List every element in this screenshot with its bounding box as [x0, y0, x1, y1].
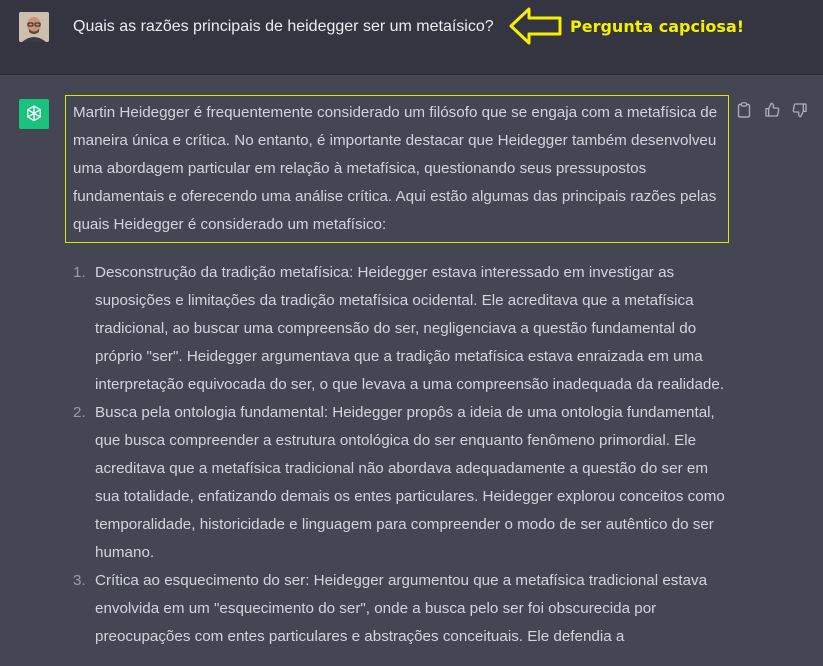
- list-item: [73, 399, 733, 567]
- thumbs-up-icon[interactable]: [763, 101, 781, 119]
- list-item-text: Desconstrução da tradição metafísica: Heidegger estava interessado em investigar as suposições e limitações da tradição metafísica ocidental. Ele acreditava que a metafísica tradicional, ao buscar uma compreensão do ser, negligenciava a questão fundamental do próprio "ser". Heidegger argumentava que a tradição metafísica estava enraizada em uma interpretação equivocada do ser, o que levava a uma compreensão inadequada da realidade.: [95, 264, 725, 393]
- user-question: Quais as razões principais de heidegger ser um metaísico?: [73, 18, 494, 35]
- openai-logo-icon: [19, 99, 49, 129]
- list-item-number: 3.: [73, 572, 86, 589]
- reasons-list: [73, 259, 733, 651]
- list-item-number: 1.: [73, 264, 86, 281]
- user-message-row: [0, 0, 823, 75]
- message-actions: [735, 101, 809, 119]
- list-item-text: Busca pela ontologia fundamental: Heidegger propôs a ideia de uma ontologia fundamental, que busca compreender a estrutura ontológica do ser enquanto fenômeno primordial. Ele acreditava que a metafísica tradicional não abordava adequadamente a questão do ser em sua totalidade, enfatizando demais os entes particulares. Heidegger explorou conceitos como temporalidade, historicidade e linguagem para compreender o modo de ser autêntico do ser humano.: [95, 404, 725, 561]
- response-intro: Martin Heidegger é frequentemente considerado um filósofo que se engaja com a metafísica de maneira única e crítica. No entanto, é importante destacar que Heidegger também desenvolveu uma abordagem particular em relação à metafísica, questionando seus pressupostos fundamentais e oferecendo uma análise crítica. Aqui estão algumas das principais razões pelas quais Heidegger é considerado um metafísico:: [73, 104, 718, 233]
- arrow-left-outline-icon: [508, 6, 564, 51]
- annotation-label: Pergunta capciosa!: [570, 17, 745, 36]
- assistant-message-row: [0, 75, 823, 666]
- clipboard-icon[interactable]: [735, 101, 753, 119]
- assistant-response: [73, 99, 733, 651]
- list-item-text: Crítica ao esquecimento do ser: Heidegger argumentou que a metafísica tradicional estava envolvida em um "esquecimento do ser", onde a busca pelo ser foi obscurecida por preocupações com entes particulares e abstrações conceituais. Ele defendia a: [95, 572, 708, 645]
- list-item-number: 2.: [73, 404, 86, 421]
- list-item: [73, 567, 733, 651]
- list-item: [73, 259, 733, 399]
- user-avatar: [19, 12, 49, 42]
- thumbs-down-icon[interactable]: [791, 101, 809, 119]
